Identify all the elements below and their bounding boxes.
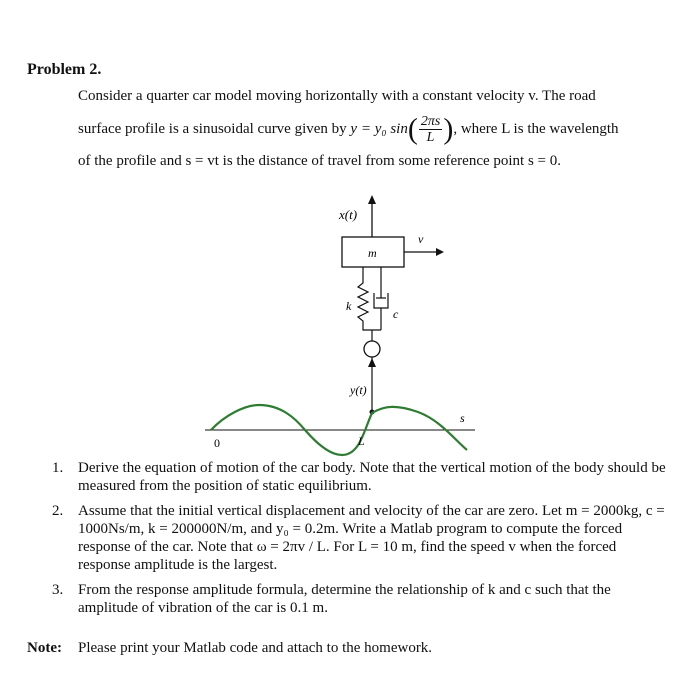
label-m: m xyxy=(368,246,377,260)
formula-numerator: 2πs xyxy=(420,114,441,129)
question-item xyxy=(27,581,667,617)
question-list xyxy=(27,459,667,624)
question-item xyxy=(27,502,667,574)
intro-line-2-prefix: surface profile is a sinusoidal curve given by xyxy=(78,120,347,137)
note-label: Note: xyxy=(27,640,62,656)
label-v: v xyxy=(418,232,424,246)
label-c: c xyxy=(393,307,399,321)
question-text: Derive the equation of motion of the car body. Note that the vertical motion of the body should be measured from the position of static equilibrium. xyxy=(78,460,666,494)
label-s: s xyxy=(460,411,465,425)
question-item xyxy=(27,459,667,495)
wheel xyxy=(364,341,380,357)
intro-line-1: Consider a quarter car model moving horizontally with a constant velocity v. The road xyxy=(78,88,596,104)
label-y-t: y(t) xyxy=(350,383,367,397)
formula-denominator: L xyxy=(426,130,435,145)
y-axis-arrowhead xyxy=(368,358,376,367)
intro-line-2-suffix: , where L is the wavelength xyxy=(453,120,619,137)
label-L: L xyxy=(358,434,365,448)
question-number: 3. xyxy=(52,582,64,598)
paren-close: ) xyxy=(443,112,454,146)
formula-lhs: y = y₀ sin xyxy=(350,120,408,137)
label-zero: 0 xyxy=(214,436,220,450)
label-k: k xyxy=(346,299,352,313)
question-text: From the response amplitude formula, determine the relationship of k and c such that the amplitude of vibration of the car is 0.1 m. xyxy=(78,582,611,616)
question-number: 1. xyxy=(52,460,64,476)
question-number: 2. xyxy=(52,503,64,519)
paren-open: ( xyxy=(407,112,418,146)
note xyxy=(27,640,432,657)
note-text: Please print your Matlab code and attach to the homework. xyxy=(78,640,433,656)
question-text: Assume that the initial vertical displacement and velocity of the car are zero. Let m = 2000kg, c = 1000Ns/m, k = 200000N/m, and y₀ = 0.2m. Write a Matlab program to compute the forced response of the car. Note that ω = 2πv / L. For L = 10 m, find the speed v when the forced response amplitude is the largest. xyxy=(78,503,665,573)
intro-line-3: of the profile and s = vt is the distance of travel from some reference point s = 0. xyxy=(78,153,562,169)
problem-title: Problem 2. xyxy=(27,61,102,78)
x-axis-arrowhead xyxy=(368,195,376,204)
velocity-arrowhead xyxy=(436,248,444,256)
label-x-t: x(t) xyxy=(339,207,358,222)
